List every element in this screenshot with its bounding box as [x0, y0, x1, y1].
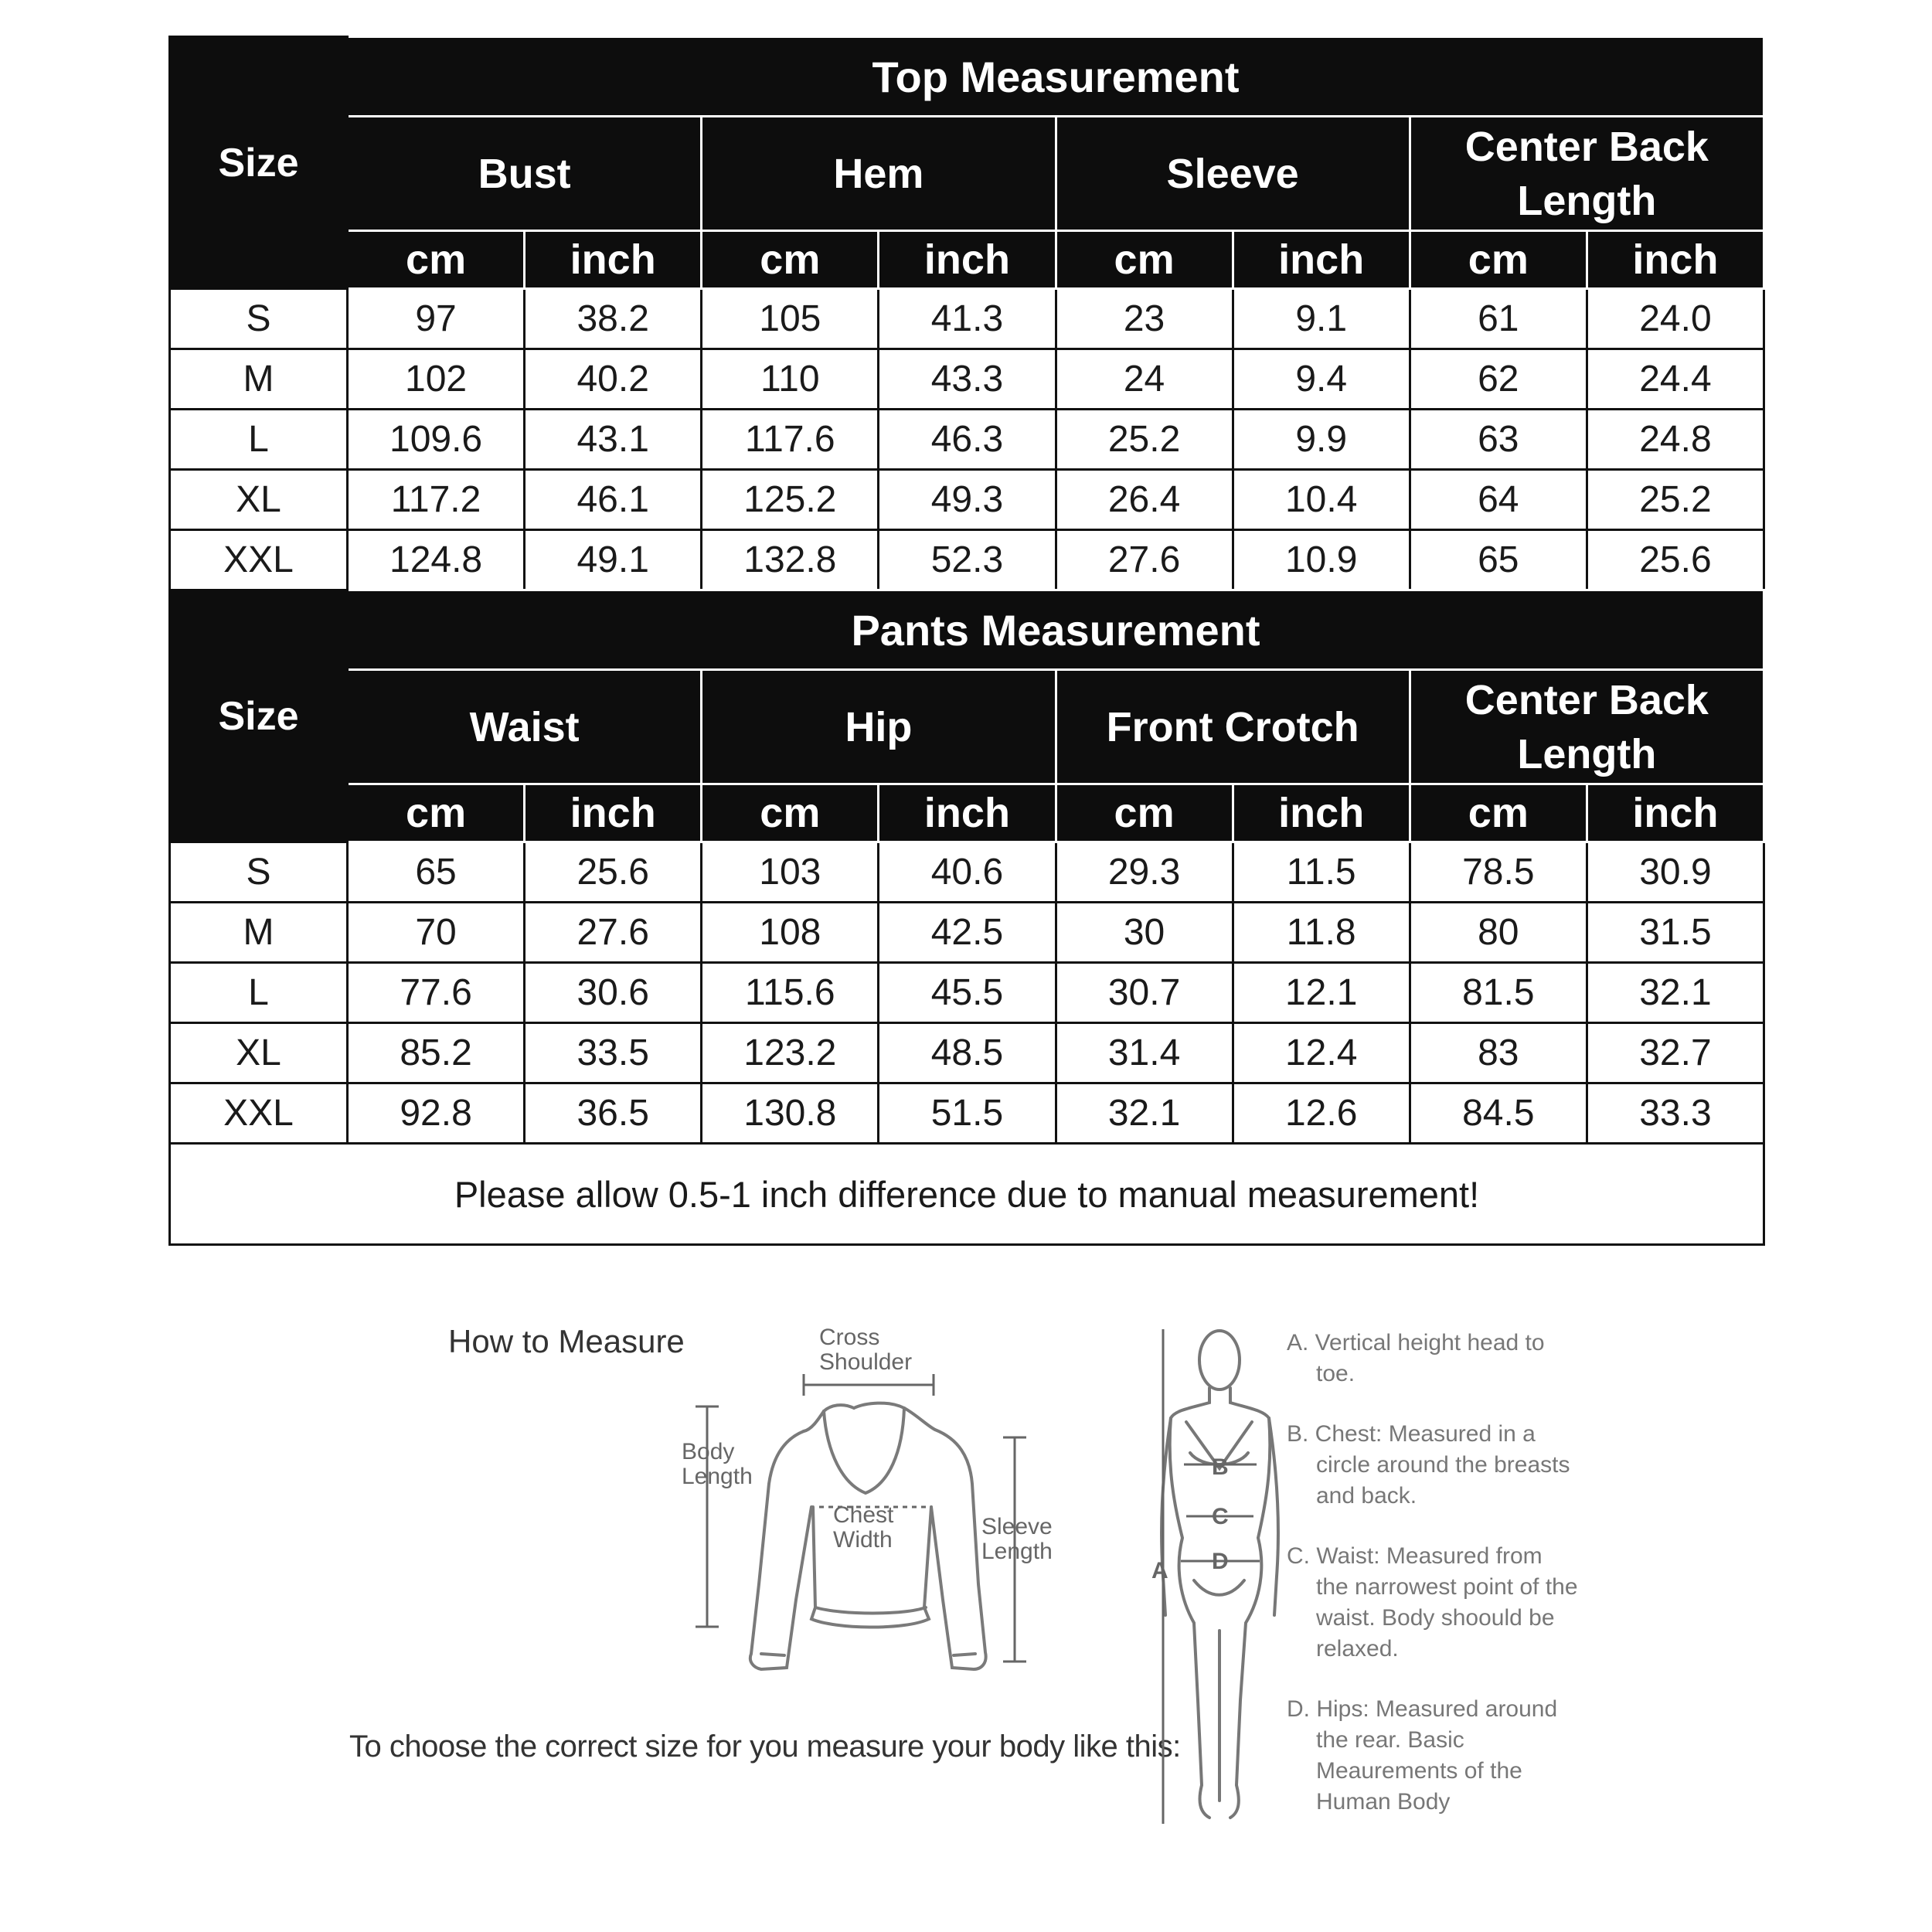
value-cell: 42.5: [879, 903, 1056, 963]
group-header: Hem: [702, 117, 1056, 231]
unit-header: inch: [1587, 231, 1764, 289]
marker-c: C: [1212, 1504, 1229, 1529]
value-cell: 92.8: [348, 1083, 525, 1144]
size-header: Size: [170, 590, 348, 842]
value-cell: 52.3: [879, 530, 1056, 590]
unit-header: inch: [1587, 784, 1764, 842]
group-header: Sleeve: [1056, 117, 1410, 231]
value-cell: 25.2: [1056, 410, 1233, 470]
value-cell: 30: [1056, 903, 1233, 963]
value-cell: 24: [1056, 349, 1233, 410]
value-cell: 115.6: [702, 963, 879, 1023]
value-cell: 10.4: [1233, 470, 1410, 530]
value-cell: 9.4: [1233, 349, 1410, 410]
value-cell: 78.5: [1410, 842, 1587, 903]
value-cell: 130.8: [702, 1083, 879, 1144]
marker-b: B: [1212, 1454, 1229, 1480]
chest-width-label: Width: [833, 1527, 893, 1553]
size-cell: XL: [170, 1023, 348, 1083]
group-header: Bust: [348, 117, 702, 231]
value-cell: 77.6: [348, 963, 525, 1023]
group-header: Center Back Length: [1410, 670, 1764, 784]
body-length-label: Body: [682, 1439, 735, 1464]
how-to-measure-title: How to Measure: [448, 1323, 685, 1359]
value-cell: 41.3: [879, 289, 1056, 349]
body-length-label: Length: [682, 1464, 753, 1489]
group-header: Waist: [348, 670, 702, 784]
value-cell: 12.4: [1233, 1023, 1410, 1083]
body-measure-lines: [1163, 1329, 1260, 1824]
unit-header: inch: [1233, 784, 1410, 842]
unit-header: cm: [1056, 231, 1233, 289]
body-figure: [1162, 1331, 1278, 1818]
unit-header: cm: [1410, 231, 1587, 289]
unit-header: cm: [348, 231, 525, 289]
value-cell: 31.5: [1587, 903, 1764, 963]
value-cell: 132.8: [702, 530, 879, 590]
marker-d: D: [1212, 1549, 1229, 1574]
value-cell: 49.1: [525, 530, 702, 590]
legend-item-b: B. Chest: Measured in a circle around the breasts and back.: [1287, 1421, 1570, 1509]
value-cell: 33.3: [1587, 1083, 1764, 1144]
sleeve-length-label: Length: [981, 1539, 1053, 1564]
value-cell: 110: [702, 349, 879, 410]
size-cell: L: [170, 963, 348, 1023]
cross-shoulder-label: Shoulder: [819, 1349, 913, 1375]
unit-header: inch: [1233, 231, 1410, 289]
legend-item-a: A. Vertical height head to toe.: [1287, 1330, 1545, 1386]
value-cell: 43.1: [525, 410, 702, 470]
value-cell: 23: [1056, 289, 1233, 349]
value-cell: 64: [1410, 470, 1587, 530]
value-cell: 12.6: [1233, 1083, 1410, 1144]
value-cell: 30.7: [1056, 963, 1233, 1023]
value-cell: 117.6: [702, 410, 879, 470]
unit-header: cm: [702, 784, 879, 842]
table-title: Pants Measurement: [348, 590, 1764, 670]
value-cell: 24.8: [1587, 410, 1764, 470]
unit-header: cm: [1410, 784, 1587, 842]
size-cell: S: [170, 842, 348, 903]
size-cell: M: [170, 903, 348, 963]
value-cell: 38.2: [525, 289, 702, 349]
how-to-measure-caption: To choose the correct size for you measure your body like this:: [349, 1730, 1181, 1764]
value-cell: 33.5: [525, 1023, 702, 1083]
size-cell: L: [170, 410, 348, 470]
value-cell: 40.6: [879, 842, 1056, 903]
value-cell: 65: [1410, 530, 1587, 590]
unit-header: inch: [525, 784, 702, 842]
value-cell: 30.6: [525, 963, 702, 1023]
cross-shoulder-label: Cross: [819, 1325, 880, 1350]
unit-header: inch: [879, 231, 1056, 289]
value-cell: 62: [1410, 349, 1587, 410]
value-cell: 31.4: [1056, 1023, 1233, 1083]
size-cell: XL: [170, 470, 348, 530]
legend-item-d: D. Hips: Measured around the rear. Basic Meaurements of the Human Body: [1287, 1696, 1558, 1815]
value-cell: 12.1: [1233, 963, 1410, 1023]
value-cell: 40.2: [525, 349, 702, 410]
value-cell: 97: [348, 289, 525, 349]
value-cell: 108: [702, 903, 879, 963]
value-cell: 103: [702, 842, 879, 903]
size-cell: XXL: [170, 530, 348, 590]
size-header: Size: [170, 37, 348, 289]
value-cell: 70: [348, 903, 525, 963]
marker-a: A: [1151, 1558, 1168, 1583]
value-cell: 25.2: [1587, 470, 1764, 530]
value-cell: 25.6: [1587, 530, 1764, 590]
value-cell: 24.4: [1587, 349, 1764, 410]
value-cell: 109.6: [348, 410, 525, 470]
value-cell: 65: [348, 842, 525, 903]
value-cell: 27.6: [525, 903, 702, 963]
value-cell: 51.5: [879, 1083, 1056, 1144]
group-header: Hip: [702, 670, 1056, 784]
value-cell: 32.1: [1056, 1083, 1233, 1144]
value-cell: 30.9: [1587, 842, 1764, 903]
value-cell: 123.2: [702, 1023, 879, 1083]
group-header: Center Back Length: [1410, 117, 1764, 231]
measurement-legend: [1287, 1328, 1580, 1847]
value-cell: 32.1: [1587, 963, 1764, 1023]
value-cell: 25.6: [525, 842, 702, 903]
sleeve-length-label: Sleeve: [981, 1514, 1053, 1539]
group-header: Front Crotch: [1056, 670, 1410, 784]
value-cell: 9.1: [1233, 289, 1410, 349]
unit-header: cm: [348, 784, 525, 842]
value-cell: 61: [1410, 289, 1587, 349]
value-cell: 45.5: [879, 963, 1056, 1023]
sweater-labels: [682, 1325, 1053, 1564]
value-cell: 24.0: [1587, 289, 1764, 349]
unit-header: inch: [525, 231, 702, 289]
value-cell: 11.5: [1233, 842, 1410, 903]
value-cell: 117.2: [348, 470, 525, 530]
value-cell: 81.5: [1410, 963, 1587, 1023]
chest-width-label: Chest: [833, 1502, 894, 1528]
value-cell: 124.8: [348, 530, 525, 590]
value-cell: 32.7: [1587, 1023, 1764, 1083]
value-cell: 85.2: [348, 1023, 525, 1083]
value-cell: 43.3: [879, 349, 1056, 410]
value-cell: 26.4: [1056, 470, 1233, 530]
value-cell: 10.9: [1233, 530, 1410, 590]
size-cell: S: [170, 289, 348, 349]
value-cell: 84.5: [1410, 1083, 1587, 1144]
value-cell: 63: [1410, 410, 1587, 470]
value-cell: 29.3: [1056, 842, 1233, 903]
value-cell: 46.1: [525, 470, 702, 530]
value-cell: 105: [702, 289, 879, 349]
value-cell: 83: [1410, 1023, 1587, 1083]
size-cell: XXL: [170, 1083, 348, 1144]
value-cell: 11.8: [1233, 903, 1410, 963]
legend-item-c: C. Waist: Measured from the narrowest point of the waist. Body shoould be relaxed.: [1287, 1543, 1578, 1662]
table-title: Top Measurement: [348, 37, 1764, 117]
value-cell: 9.9: [1233, 410, 1410, 470]
unit-header: cm: [1056, 784, 1233, 842]
value-cell: 36.5: [525, 1083, 702, 1144]
measurement-note: Please allow 0.5-1 inch difference due to manual measurement!: [168, 1142, 1765, 1246]
value-cell: 49.3: [879, 470, 1056, 530]
value-cell: 48.5: [879, 1023, 1056, 1083]
value-cell: 46.3: [879, 410, 1056, 470]
value-cell: 102: [348, 349, 525, 410]
value-cell: 80: [1410, 903, 1587, 963]
unit-header: inch: [879, 784, 1056, 842]
value-cell: 27.6: [1056, 530, 1233, 590]
value-cell: 125.2: [702, 470, 879, 530]
unit-header: cm: [702, 231, 879, 289]
size-cell: M: [170, 349, 348, 410]
